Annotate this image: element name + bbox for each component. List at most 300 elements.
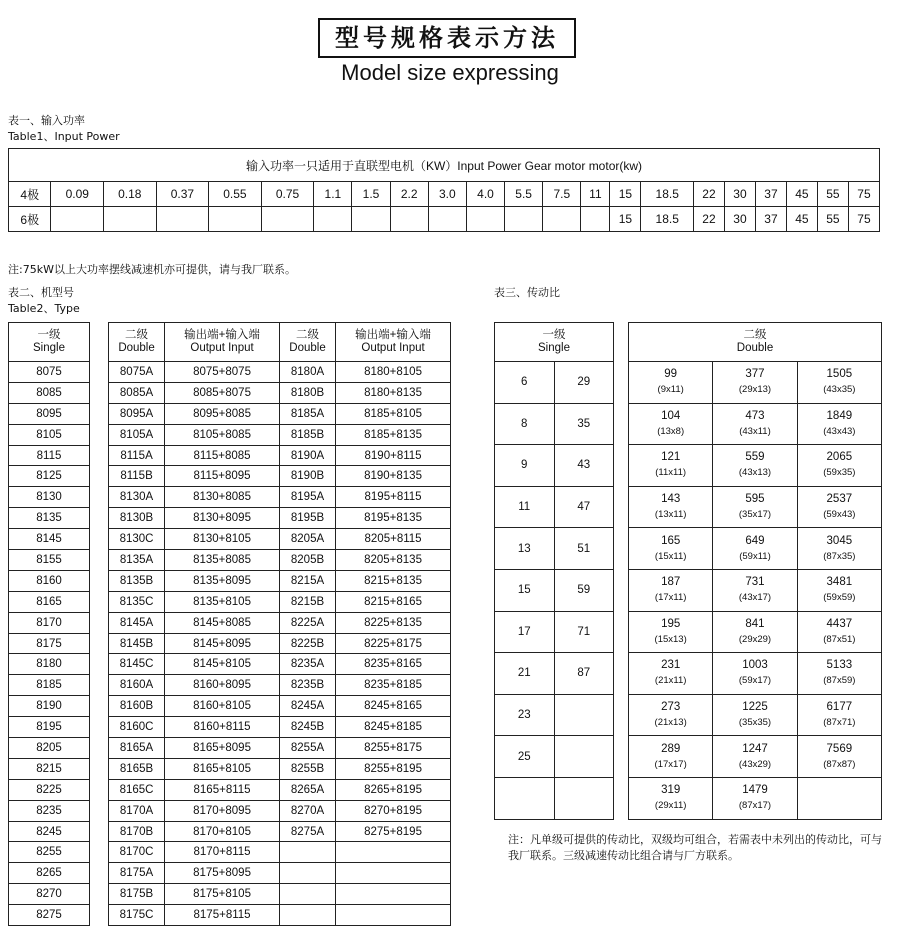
table3-note: 注：凡单级可提供的传动比，双级均可组合，若需表中未列出的传动比，可与我厂联系。三级减速传动比组合请与厂方联系。 bbox=[508, 833, 882, 862]
power-cell: 45 bbox=[786, 182, 817, 207]
double-type-cell: 8245+8185 bbox=[336, 717, 451, 738]
ratio-combination: (29x11) bbox=[654, 800, 687, 812]
single-ratio-cell: 87 bbox=[554, 653, 614, 695]
table-row bbox=[109, 779, 451, 800]
double-type-cell: 8185+8105 bbox=[336, 403, 451, 424]
double-type-cell: 8245B bbox=[279, 717, 335, 738]
ratio-value: 165 bbox=[661, 534, 681, 547]
single-ratio-cell: 13 bbox=[495, 528, 555, 570]
single-ratio-cell: 71 bbox=[554, 611, 614, 653]
table3-caption: 表三、传动比 bbox=[494, 286, 560, 299]
double-type-cell: 8235B bbox=[279, 675, 335, 696]
double-type-cell bbox=[279, 842, 335, 863]
double-ratio-cell bbox=[713, 362, 797, 404]
double-ratio-cell bbox=[713, 528, 797, 570]
single-header-cn: 一级 bbox=[37, 329, 61, 341]
double-type-cell: 8275A bbox=[279, 821, 335, 842]
ratio-combination: (43x13) bbox=[738, 467, 772, 479]
double-type-cell: 8195+8115 bbox=[336, 487, 451, 508]
double-type-cell: 8195+8135 bbox=[336, 508, 451, 529]
double-type-cell: 8180+8135 bbox=[336, 382, 451, 403]
double-type-cell: 8145C bbox=[109, 654, 165, 675]
double-type-cell: 8265A bbox=[279, 779, 335, 800]
table-row bbox=[9, 633, 90, 654]
table-row bbox=[9, 654, 90, 675]
power-cell bbox=[314, 207, 352, 232]
ratio-value: 195 bbox=[661, 617, 681, 630]
double-type-cell: 8145+8085 bbox=[165, 612, 280, 633]
table-row bbox=[495, 445, 614, 487]
table-row bbox=[109, 800, 451, 821]
double-type-cell: 8130A bbox=[109, 487, 165, 508]
double-type-cell bbox=[279, 863, 335, 884]
ratio-value: 473 bbox=[745, 409, 765, 422]
ratio-combination: (9x11) bbox=[657, 384, 684, 396]
double-ratio-cell bbox=[797, 611, 881, 653]
ratio-value: 121 bbox=[661, 451, 681, 464]
double-type-cell: 8225+8175 bbox=[336, 633, 451, 654]
double-type-cell: 8205B bbox=[279, 550, 335, 571]
table-row bbox=[9, 800, 90, 821]
ratio-value: 99 bbox=[664, 368, 678, 381]
double-header-en: Output Input bbox=[190, 342, 254, 354]
double-type-cell: 8130B bbox=[109, 508, 165, 529]
double-type-cell: 8115B bbox=[109, 466, 165, 487]
double-ratio-cell bbox=[797, 486, 881, 528]
double-type-cell: 8085A bbox=[109, 382, 165, 403]
single-ratio-cell bbox=[554, 736, 614, 778]
table-row bbox=[629, 653, 882, 695]
double-type-cell: 8135C bbox=[109, 591, 165, 612]
double-type-cell: 8185A bbox=[279, 403, 335, 424]
row-label: 4极 bbox=[9, 182, 51, 207]
page-title: 型号规格表示方法 bbox=[318, 18, 576, 58]
row-label: 6极 bbox=[9, 207, 51, 232]
double-type-cell: 8085+8075 bbox=[165, 382, 280, 403]
ratio-combination: (21x11) bbox=[654, 675, 687, 687]
ratio-combination: (15x11) bbox=[654, 550, 687, 562]
table-row bbox=[109, 717, 451, 738]
double-type-cell: 8115+8085 bbox=[165, 445, 280, 466]
table-row bbox=[109, 633, 451, 654]
power-cell: 2.2 bbox=[390, 182, 428, 207]
ratio-value: 1849 bbox=[826, 409, 853, 422]
ratio-value: 5133 bbox=[826, 659, 853, 672]
ratio-value: 1479 bbox=[742, 784, 768, 797]
single-header bbox=[9, 323, 90, 362]
double-type-cell: 8105+8085 bbox=[165, 424, 280, 445]
double-ratio-cell bbox=[629, 777, 713, 819]
single-ratio-cell: 51 bbox=[554, 528, 614, 570]
single-header-en: Single bbox=[33, 342, 65, 354]
power-cell bbox=[156, 207, 209, 232]
single-ratio-cell: 29 bbox=[554, 362, 614, 404]
power-cell: 4.0 bbox=[466, 182, 504, 207]
single-type-cell: 8115 bbox=[9, 445, 90, 466]
double-ratio-cell bbox=[797, 653, 881, 695]
ratio-value: 104 bbox=[661, 409, 681, 422]
ratio-value: 231 bbox=[661, 659, 681, 672]
double-type-cell: 8190B bbox=[279, 466, 335, 487]
power-cell: 37 bbox=[755, 182, 786, 207]
table-row bbox=[9, 905, 90, 926]
table-row bbox=[629, 777, 882, 819]
double-ratio-cell bbox=[629, 569, 713, 611]
double-ratio-cell bbox=[797, 777, 881, 819]
power-cell: 5.5 bbox=[505, 182, 543, 207]
table-row bbox=[629, 445, 882, 487]
power-cell: 1.5 bbox=[352, 182, 390, 207]
power-cell: 7.5 bbox=[543, 182, 581, 207]
table-row bbox=[9, 487, 90, 508]
table2-caption-cn: 表二、机型号 bbox=[8, 286, 74, 299]
double-type-cell: 8145+8095 bbox=[165, 633, 280, 654]
table-row bbox=[495, 403, 614, 445]
double-ratio-cell bbox=[797, 445, 881, 487]
double-ratio-cell bbox=[629, 653, 713, 695]
power-cell: 30 bbox=[724, 207, 755, 232]
ratio-value: 1003 bbox=[742, 659, 768, 672]
table-row bbox=[9, 550, 90, 571]
ratio-combination: (59x11) bbox=[739, 550, 771, 562]
double-type-cell: 8270A bbox=[279, 800, 335, 821]
double-type-cell: 8190+8115 bbox=[336, 445, 451, 466]
double-header-cn: 二级 bbox=[125, 329, 149, 341]
ratio-value: 289 bbox=[661, 742, 681, 755]
double-ratio-cell bbox=[713, 694, 797, 736]
double-type-cell: 8135A bbox=[109, 550, 165, 571]
power-cell: 75 bbox=[848, 182, 879, 207]
table-row bbox=[9, 842, 90, 863]
double-type-cell: 8165+8105 bbox=[165, 758, 280, 779]
table-row bbox=[109, 382, 451, 403]
double-type-cell: 8215+8135 bbox=[336, 570, 451, 591]
double-ratio-cell bbox=[713, 777, 797, 819]
double-ratio-cell bbox=[629, 736, 713, 778]
ratio-combination: (21x13) bbox=[654, 717, 687, 729]
power-cell: 22 bbox=[693, 207, 724, 232]
double-type-cell: 8115A bbox=[109, 445, 165, 466]
table1-caption-en: Table1、Input Power bbox=[8, 130, 120, 143]
double-ratio-cell bbox=[713, 445, 797, 487]
table-row bbox=[109, 884, 451, 905]
table1-caption-cn: 表一、输入功率 bbox=[8, 114, 85, 127]
table-row bbox=[109, 445, 451, 466]
double-type-cell: 8235A bbox=[279, 654, 335, 675]
double-type-cell: 8170B bbox=[109, 821, 165, 842]
table-row bbox=[9, 182, 880, 207]
table-row bbox=[9, 403, 90, 424]
table-row bbox=[9, 508, 90, 529]
ratio-value: 187 bbox=[661, 576, 681, 589]
single-type-cell: 8160 bbox=[9, 570, 90, 591]
table-row bbox=[109, 487, 451, 508]
double-type-cell: 8095+8085 bbox=[165, 403, 280, 424]
power-cell: 0.75 bbox=[261, 182, 314, 207]
double-type-cell: 8180B bbox=[279, 382, 335, 403]
double-type-cell: 8075+8075 bbox=[165, 362, 280, 383]
double-ratio-cell bbox=[797, 403, 881, 445]
single-ratio-cell: 8 bbox=[495, 403, 555, 445]
table1-note: 注:75kW以上大功率摆线减速机亦可提供，请与我厂联系。 bbox=[8, 263, 296, 276]
single-ratio-cell: 47 bbox=[554, 486, 614, 528]
double-type-cell: 8130+8085 bbox=[165, 487, 280, 508]
ratio-value: 3481 bbox=[826, 576, 853, 589]
double-type-cell: 8165B bbox=[109, 758, 165, 779]
ratio-value: 595 bbox=[745, 493, 765, 506]
single-type-cell: 8095 bbox=[9, 403, 90, 424]
power-cell bbox=[352, 207, 390, 232]
ratio-combination: (87x87) bbox=[823, 758, 856, 770]
power-cell: 0.55 bbox=[209, 182, 262, 207]
ratio-combination: (13x8) bbox=[657, 425, 685, 437]
table-row bbox=[9, 738, 90, 759]
table-row bbox=[495, 777, 614, 819]
double-type-cell: 8130C bbox=[109, 529, 165, 550]
table-row bbox=[495, 486, 614, 528]
table-row bbox=[9, 612, 90, 633]
single-type-cell: 8255 bbox=[9, 842, 90, 863]
double-header-cn: 输出端+输入端 bbox=[184, 329, 260, 341]
double-type-cell: 8255+8195 bbox=[336, 758, 451, 779]
ratio-value: 319 bbox=[661, 784, 681, 797]
power-cell bbox=[209, 207, 262, 232]
single-header-en: Single bbox=[538, 342, 570, 354]
double-type-cell: 8170+8105 bbox=[165, 821, 280, 842]
double-type-cell: 8165C bbox=[109, 779, 165, 800]
double-type-cell: 8225A bbox=[279, 612, 335, 633]
double-type-cell: 8135+8085 bbox=[165, 550, 280, 571]
double-type-cell: 8175B bbox=[109, 884, 165, 905]
double-type-cell: 8160A bbox=[109, 675, 165, 696]
double-type-cell: 8195B bbox=[279, 508, 335, 529]
single-type-cell: 8190 bbox=[9, 696, 90, 717]
double-header-en: Double bbox=[736, 342, 774, 354]
double-header-cn: 输出端+输入端 bbox=[355, 329, 431, 341]
table-row bbox=[629, 611, 882, 653]
single-ratio-cell: 35 bbox=[554, 403, 614, 445]
single-type-cell: 8130 bbox=[9, 487, 90, 508]
table-row bbox=[9, 529, 90, 550]
ratio-value: 143 bbox=[661, 493, 681, 506]
single-ratio-cell bbox=[495, 777, 555, 819]
single-type-cell: 8245 bbox=[9, 821, 90, 842]
ratio-combination: (43x35) bbox=[823, 384, 856, 396]
power-cell bbox=[581, 207, 610, 232]
double-ratio-cell bbox=[629, 611, 713, 653]
double-type-cell bbox=[279, 884, 335, 905]
double-header-en: Double bbox=[118, 342, 155, 354]
ratio-combination: (11x11) bbox=[655, 467, 687, 479]
single-ratio-cell: 25 bbox=[495, 736, 555, 778]
double-ratio-cell bbox=[797, 528, 881, 570]
single-type-cell: 8205 bbox=[9, 738, 90, 759]
double-type-cell: 8245+8165 bbox=[336, 696, 451, 717]
double-type-cell: 8145+8105 bbox=[165, 654, 280, 675]
table-row bbox=[9, 207, 880, 232]
double-type-cell: 8180+8105 bbox=[336, 362, 451, 383]
table-row bbox=[629, 486, 882, 528]
single-type-cell: 8165 bbox=[9, 591, 90, 612]
ratio-combination: (29x29) bbox=[738, 633, 772, 645]
table-row bbox=[9, 466, 90, 487]
single-ratio-cell: 9 bbox=[495, 445, 555, 487]
table-row bbox=[629, 528, 882, 570]
single-type-cell: 8265 bbox=[9, 863, 90, 884]
input-power-table bbox=[8, 148, 880, 232]
single-type-cell: 8215 bbox=[9, 758, 90, 779]
double-type-cell: 8190+8135 bbox=[336, 466, 451, 487]
double-type-cell: 8170+8115 bbox=[165, 842, 280, 863]
table-row bbox=[109, 738, 451, 759]
table2-caption-en: Table2、Type bbox=[8, 302, 80, 315]
table-row bbox=[109, 612, 451, 633]
single-ratio-cell: 59 bbox=[554, 569, 614, 611]
ratio-combination: (87x35) bbox=[823, 550, 856, 562]
double-ratio-cell bbox=[713, 569, 797, 611]
ratio-value: 1505 bbox=[826, 368, 853, 381]
double-ratio-cell bbox=[629, 403, 713, 445]
table-row bbox=[629, 694, 882, 736]
power-cell bbox=[261, 207, 314, 232]
double-type-cell: 8215+8165 bbox=[336, 591, 451, 612]
single-ratio-cell: 15 bbox=[495, 569, 555, 611]
ratio-value: 649 bbox=[745, 534, 765, 547]
ratio-combination: (59x17) bbox=[738, 675, 772, 687]
table-row bbox=[9, 445, 90, 466]
single-ratio-cell bbox=[554, 777, 614, 819]
double-ratio-cell bbox=[629, 486, 713, 528]
power-cell: 0.09 bbox=[51, 182, 104, 207]
double-type-cell: 8185+8135 bbox=[336, 424, 451, 445]
power-cell bbox=[104, 207, 157, 232]
double-type-cell: 8190A bbox=[279, 445, 335, 466]
double-header-en: Output Input bbox=[361, 342, 425, 354]
ratio-combination: (43x11) bbox=[739, 425, 771, 437]
ratio-value: 559 bbox=[745, 451, 765, 464]
table-row bbox=[495, 694, 614, 736]
ratio-combination: (59x35) bbox=[823, 467, 856, 479]
power-cell: 75 bbox=[848, 207, 879, 232]
double-type-cell: 8245A bbox=[279, 696, 335, 717]
ratio-combination: (87x17) bbox=[738, 800, 772, 812]
double-type-cell: 8255A bbox=[279, 738, 335, 759]
single-type-cell: 8275 bbox=[9, 905, 90, 926]
table-row bbox=[629, 403, 882, 445]
double-type-cell: 8170+8095 bbox=[165, 800, 280, 821]
power-cell: 55 bbox=[817, 207, 848, 232]
ratio-value: 841 bbox=[745, 617, 765, 630]
table-row bbox=[109, 863, 451, 884]
power-cell: 18.5 bbox=[641, 182, 694, 207]
single-ratio-cell bbox=[554, 694, 614, 736]
power-cell bbox=[466, 207, 504, 232]
double-type-cell: 8205+8115 bbox=[336, 529, 451, 550]
table-row bbox=[9, 570, 90, 591]
ratio-combination: (43x43) bbox=[823, 425, 856, 437]
table-row bbox=[495, 528, 614, 570]
double-ratio-cell bbox=[713, 403, 797, 445]
table-row bbox=[109, 696, 451, 717]
power-cell: 15 bbox=[610, 182, 641, 207]
table-row bbox=[109, 529, 451, 550]
table-row bbox=[629, 362, 882, 404]
table-row bbox=[109, 842, 451, 863]
double-type-cell bbox=[336, 884, 451, 905]
double-type-cell bbox=[336, 842, 451, 863]
ratio-value: 731 bbox=[745, 576, 765, 589]
table-row bbox=[109, 403, 451, 424]
power-cell: 0.18 bbox=[104, 182, 157, 207]
double-type-cell: 8275+8195 bbox=[336, 821, 451, 842]
single-type-cell: 8270 bbox=[9, 884, 90, 905]
power-cell: 3.0 bbox=[428, 182, 466, 207]
double-type-cell: 8175C bbox=[109, 905, 165, 926]
power-cell: 0.37 bbox=[156, 182, 209, 207]
double-type-cell: 8115+8095 bbox=[165, 466, 280, 487]
single-ratio-table bbox=[494, 322, 614, 820]
power-cell: 45 bbox=[786, 207, 817, 232]
table-row bbox=[9, 863, 90, 884]
table-row bbox=[9, 717, 90, 738]
ratio-combination: (35x17) bbox=[738, 509, 772, 521]
table-row bbox=[109, 570, 451, 591]
ratio-value: 1225 bbox=[742, 701, 768, 714]
ratio-value: 2065 bbox=[826, 451, 853, 464]
double-type-cell: 8205A bbox=[279, 529, 335, 550]
ratio-value: 7569 bbox=[826, 742, 853, 755]
single-type-cell: 8105 bbox=[9, 424, 90, 445]
power-cell: 30 bbox=[724, 182, 755, 207]
double-type-cell: 8160+8115 bbox=[165, 717, 280, 738]
double-type-cell: 8160+8095 bbox=[165, 675, 280, 696]
double-ratio-cell bbox=[629, 694, 713, 736]
table-row bbox=[109, 654, 451, 675]
table-row bbox=[495, 362, 614, 404]
single-ratio-cell: 6 bbox=[495, 362, 555, 404]
double-type-cell: 8205+8135 bbox=[336, 550, 451, 571]
table-row bbox=[629, 569, 882, 611]
double-ratio-cell bbox=[797, 736, 881, 778]
power-cell: 11 bbox=[581, 182, 610, 207]
page-subtitle: Model size expressing bbox=[341, 60, 559, 85]
power-cell bbox=[505, 207, 543, 232]
power-cell bbox=[390, 207, 428, 232]
double-type-cell: 8255B bbox=[279, 758, 335, 779]
single-type-cell: 8180 bbox=[9, 654, 90, 675]
ratio-combination: (87x51) bbox=[823, 633, 856, 645]
table-row bbox=[109, 550, 451, 571]
table-row bbox=[495, 569, 614, 611]
single-ratio-header bbox=[495, 323, 614, 362]
double-header bbox=[279, 323, 335, 362]
single-type-cell: 8195 bbox=[9, 717, 90, 738]
double-type-table bbox=[108, 322, 451, 926]
single-type-cell: 8085 bbox=[9, 382, 90, 403]
double-type-cell: 8180A bbox=[279, 362, 335, 383]
double-type-cell: 8130+8095 bbox=[165, 508, 280, 529]
single-type-cell: 8125 bbox=[9, 466, 90, 487]
single-type-cell: 8075 bbox=[9, 362, 90, 383]
double-type-cell: 8265+8195 bbox=[336, 779, 451, 800]
ratio-value: 3045 bbox=[826, 534, 853, 547]
power-cell bbox=[543, 207, 581, 232]
double-ratio-cell bbox=[629, 528, 713, 570]
ratio-value: 1247 bbox=[742, 742, 768, 755]
single-type-cell: 8155 bbox=[9, 550, 90, 571]
table-row bbox=[9, 821, 90, 842]
ratio-combination: (59x43) bbox=[823, 509, 856, 521]
